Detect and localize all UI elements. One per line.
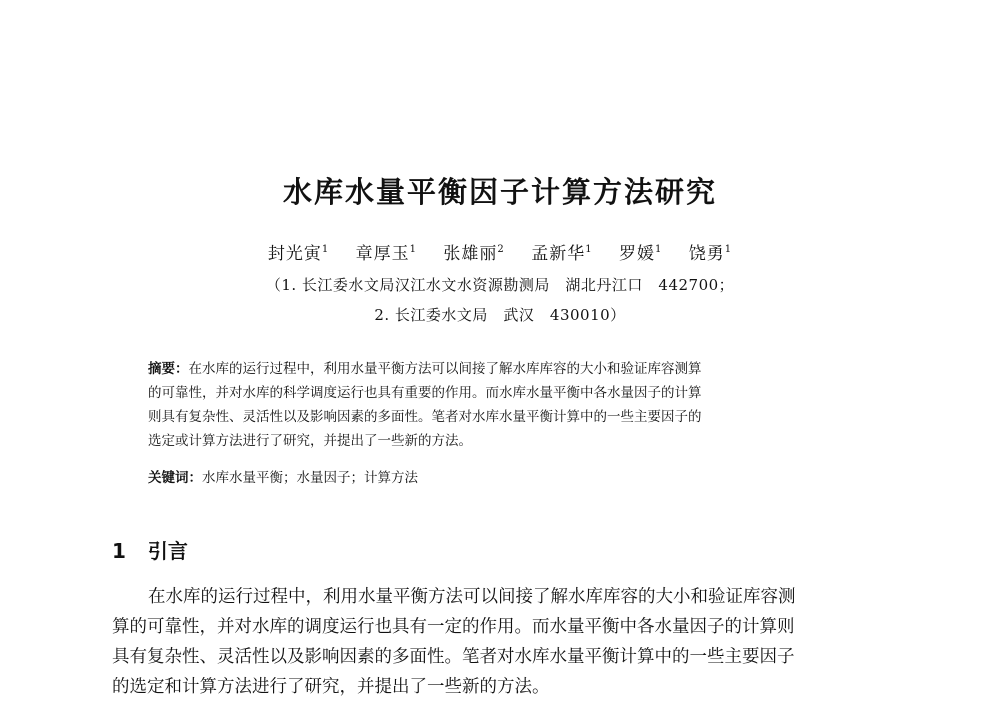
author <box>689 244 732 264</box>
author-affiliation-mark: 1 <box>724 244 733 255</box>
abstract-line: 则具有复杂性、灵活性以及影响因素的多面性。笔者对水库水量平衡计算中的一些主要因子的 <box>148 409 702 425</box>
abstract-line <box>148 357 868 381</box>
author-list <box>0 239 1000 264</box>
author-name: 张雄丽 <box>443 244 498 264</box>
author-affiliation-mark: 2 <box>497 244 505 255</box>
author-name: 孟新华 <box>531 244 586 264</box>
affiliation-line-1: （1. 长江委水文局汉江水文水资源勘测局 湖北丹江口 442700； <box>265 276 735 294</box>
author-affiliation-mark: 1 <box>585 244 593 255</box>
affiliation-line-2: 2. 长江委水文局 武汉 430010） <box>374 306 626 324</box>
author <box>531 244 592 264</box>
body-line: 具有复杂性、灵活性以及影响因素的多面性。笔者对水库水量平衡计算中的一些主要因子 <box>112 647 795 667</box>
author-affiliation-mark: 1 <box>409 244 418 255</box>
author-name: 封光寅 <box>267 244 322 264</box>
keywords-label: 关键词： <box>148 470 202 486</box>
author <box>619 244 662 264</box>
body-paragraph <box>112 582 902 702</box>
author-affiliation-mark: 1 <box>654 244 663 255</box>
keywords-text: 水库水量平衡；水量因子；计算方法 <box>202 470 418 486</box>
author <box>356 244 417 264</box>
abstract-text: 在水库的运行过程中，利用水量平衡方法可以间接了解水库库容的大小和验证库容测算 <box>188 361 702 377</box>
author-name: 饶勇 <box>688 244 725 264</box>
abstract-line: 选定或计算方法进行了研究，并提出了一些新的方法。 <box>148 433 472 449</box>
abstract-label: 摘要： <box>148 361 189 377</box>
author <box>443 244 504 264</box>
author-name: 章厚玉 <box>355 244 410 264</box>
body-line: 算的可靠性，并对水库的调度运行也具有一定的作用。而水量平衡中各水量因子的计算则 <box>112 617 795 637</box>
keywords <box>148 466 868 486</box>
section-heading <box>112 535 188 564</box>
abstract-line: 的可靠性，并对水库的科学调度运行也具有重要的作用。而水库水量平衡中各水量因子的计算 <box>148 385 702 401</box>
author-affiliation-mark: 1 <box>321 244 330 255</box>
body-line: 在水库的运行过程中，利用水量平衡方法可以间接了解水库库容的大小和验证库容测 <box>148 587 796 607</box>
paper-title: 水库水量平衡因子计算方法研究 <box>282 175 717 209</box>
body-line: 的选定和计算方法进行了研究，并提出了一些新的方法。 <box>112 677 550 697</box>
abstract <box>148 357 868 453</box>
section-number: 1 <box>112 539 126 563</box>
author <box>268 244 329 264</box>
author-name: 罗媛 <box>618 244 655 264</box>
section-title: 引言 <box>147 539 188 563</box>
